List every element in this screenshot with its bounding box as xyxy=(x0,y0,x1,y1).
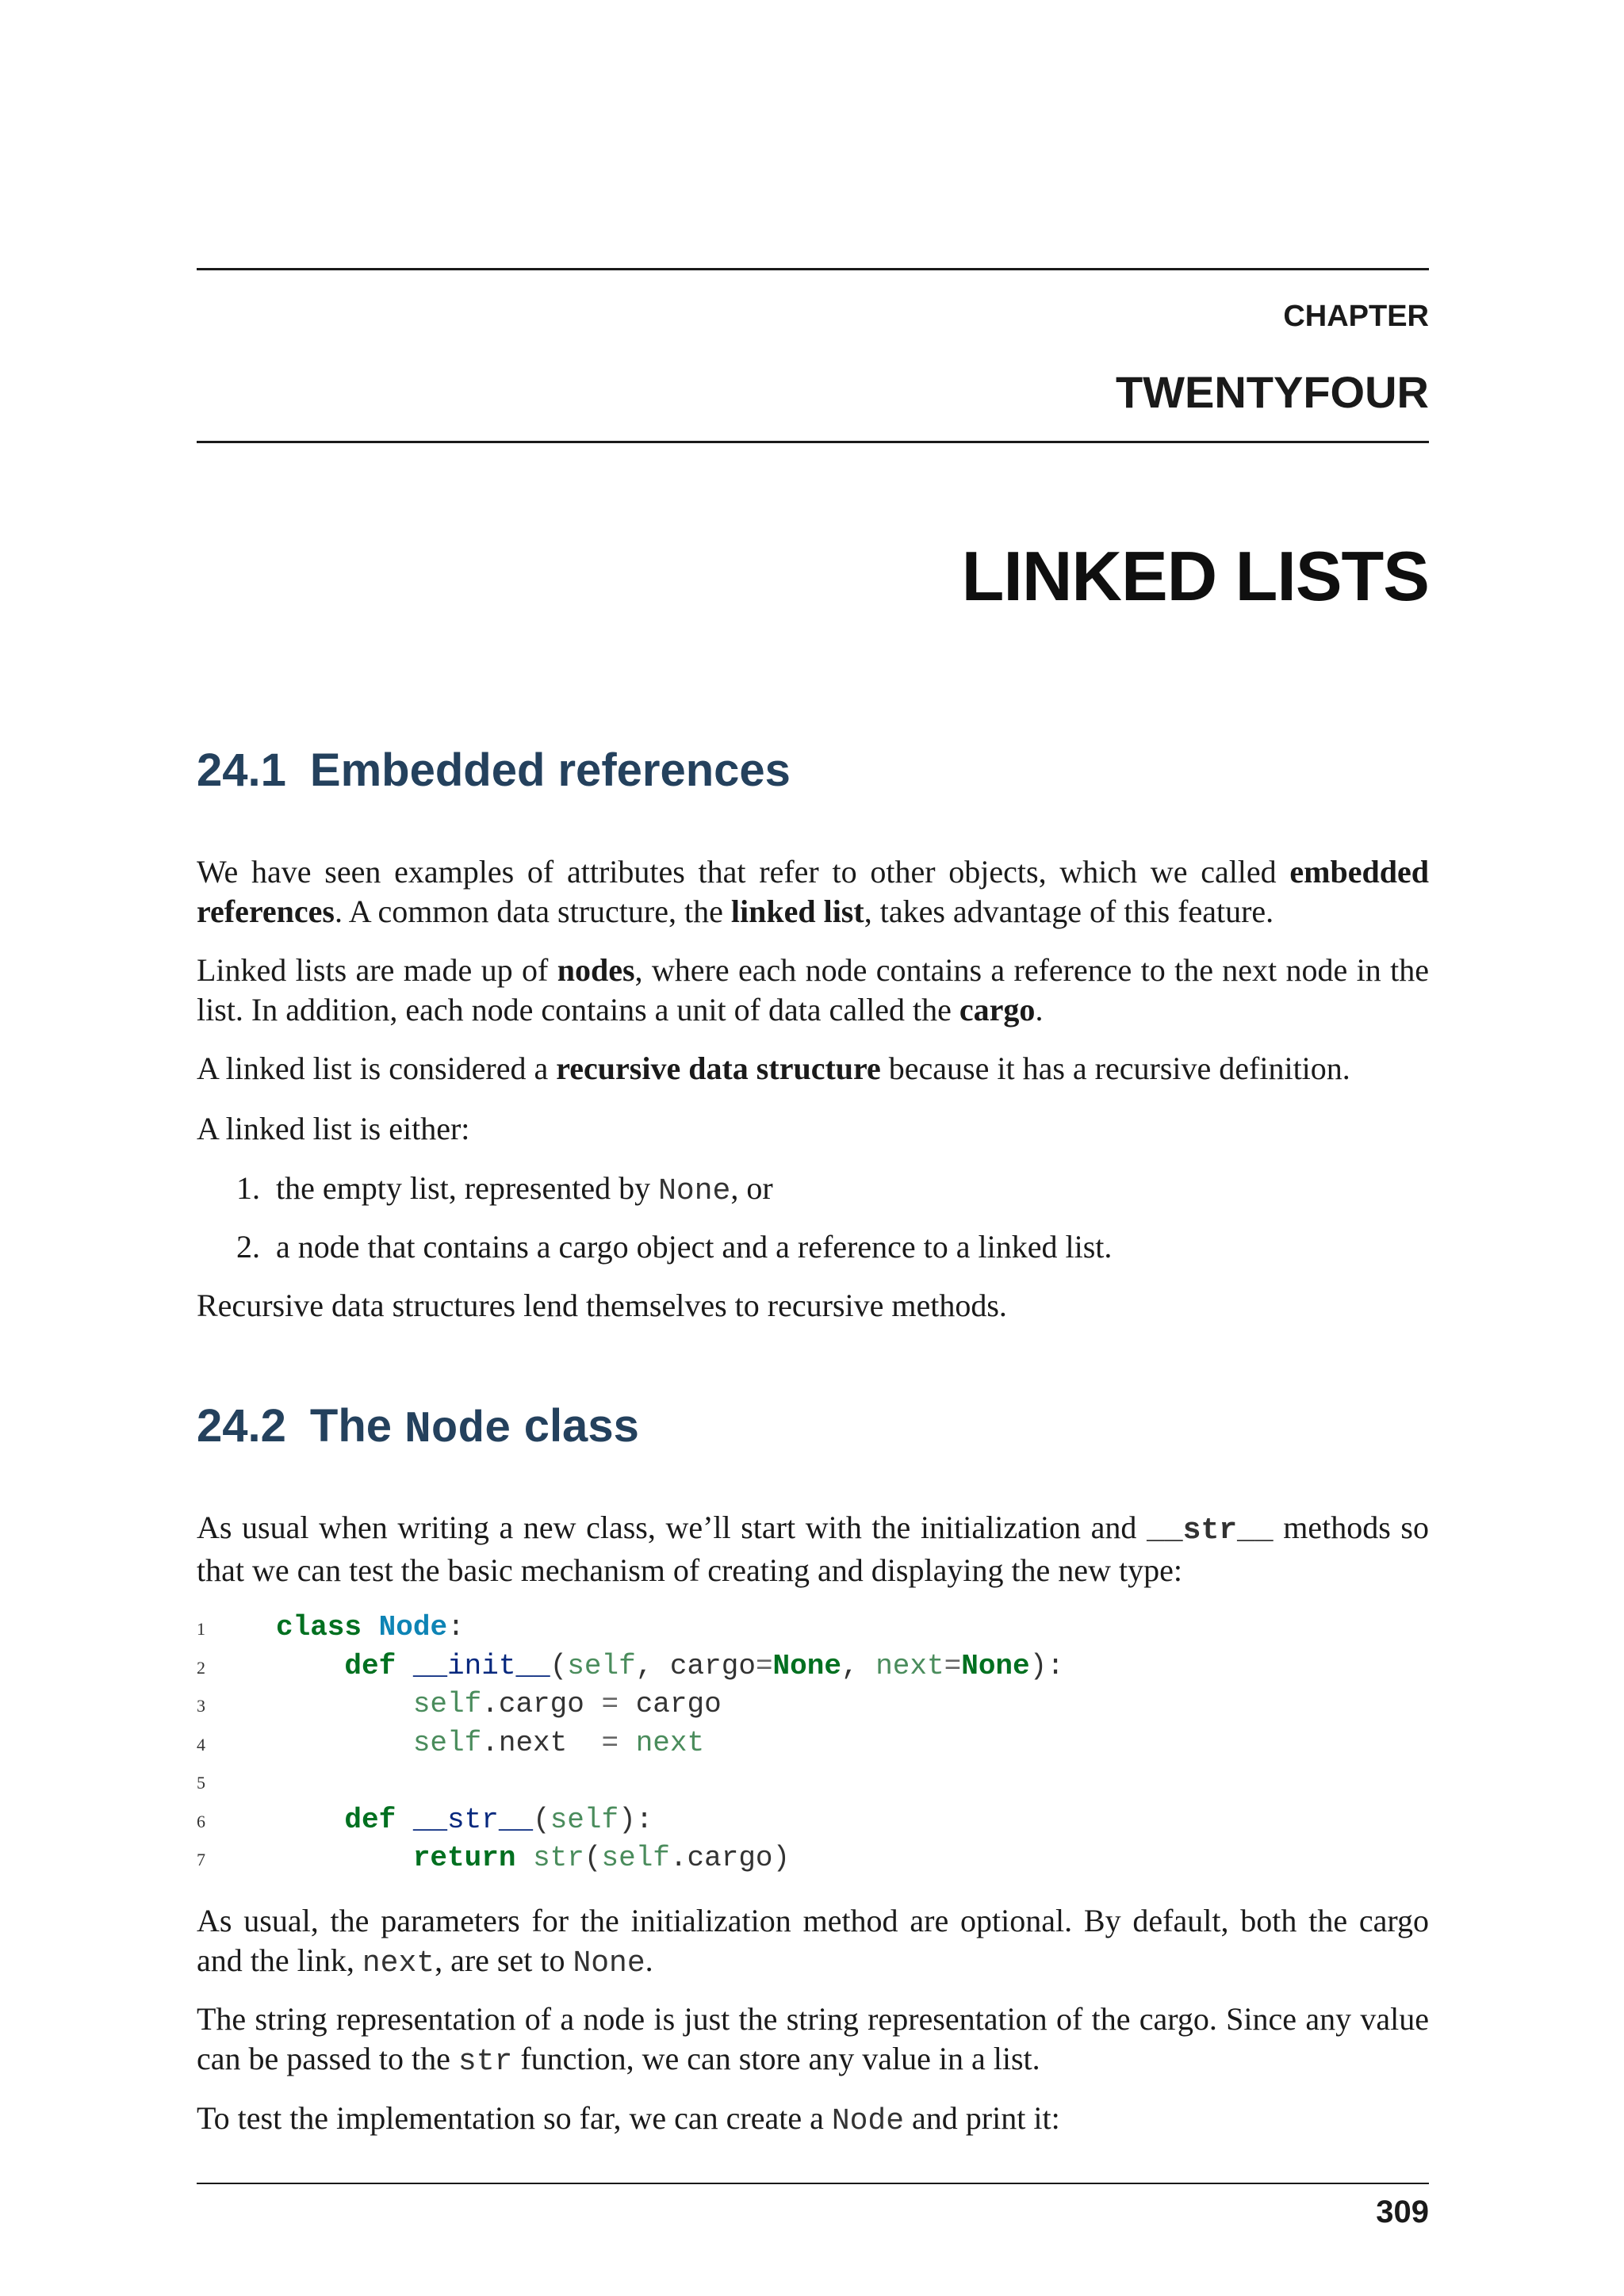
keyword: def xyxy=(344,1803,396,1836)
paragraph: Recursive data structures lend themselves to recursive methods. xyxy=(197,1288,1007,1323)
punctuation: ( xyxy=(550,1649,568,1682)
code-line xyxy=(197,1840,1064,1879)
code-line xyxy=(197,1802,1064,1841)
operator: = xyxy=(601,1726,619,1759)
line-number: 1 xyxy=(197,1619,205,1639)
paragraph xyxy=(197,1049,1429,1089)
list-number: 2. xyxy=(236,1229,260,1265)
inline-code: __str__ xyxy=(1147,1513,1274,1548)
punctuation: ): xyxy=(1029,1649,1064,1682)
keyword: None xyxy=(961,1649,1030,1682)
paragraph xyxy=(197,1508,1429,1590)
inline-code: None xyxy=(658,1174,731,1208)
operator: = xyxy=(601,1688,619,1720)
punctuation: , xyxy=(841,1649,876,1682)
term: recursive data structure xyxy=(556,1050,881,1086)
text: To test the implementation so far, we can create a xyxy=(197,2100,832,2136)
chapter-top-rule xyxy=(197,268,1429,270)
punctuation: ( xyxy=(533,1803,550,1836)
section-title-text: class xyxy=(523,1400,639,1452)
attribute: .cargo) xyxy=(669,1842,791,1874)
punctuation: ): xyxy=(619,1803,653,1836)
section-title-text: Embedded references xyxy=(309,744,791,796)
self-ref: self xyxy=(550,1803,619,1836)
inline-code: None xyxy=(573,1946,645,1980)
text: because it has a recursive definition. xyxy=(880,1050,1350,1086)
section-title-code: Node xyxy=(404,1404,511,1455)
text: , where each node contains a reference to the next node in the list. In addition, each node contains a unit of data called the xyxy=(197,952,1429,1027)
operator: = xyxy=(944,1649,962,1682)
builtin: next xyxy=(619,1726,705,1759)
keyword: def xyxy=(344,1649,396,1682)
text: , or xyxy=(730,1170,773,1206)
paragraph: A linked list is either: xyxy=(197,1111,470,1146)
paragraph xyxy=(197,1901,1429,1984)
text: and print it: xyxy=(904,2100,1060,2136)
self-ref: self xyxy=(412,1726,482,1759)
value: cargo xyxy=(619,1688,722,1720)
page-number: 309 xyxy=(1376,2195,1429,2229)
section-heading-24-1 xyxy=(197,744,791,797)
punctuation: ( xyxy=(584,1842,602,1874)
parameter: , cargo xyxy=(635,1649,756,1682)
function-name: __str__ xyxy=(412,1803,534,1836)
text: the empty list, represented by xyxy=(276,1170,659,1206)
term: cargo xyxy=(959,992,1036,1027)
code-line xyxy=(197,1609,1064,1648)
chapter-label: CHAPTER xyxy=(1283,300,1429,333)
text: . xyxy=(1035,992,1044,1027)
attribute: .cargo xyxy=(481,1688,602,1720)
text: . A common data structure, the xyxy=(334,894,731,929)
text: . xyxy=(645,1942,653,1978)
builtin: str xyxy=(533,1842,584,1874)
attribute: .next xyxy=(481,1726,602,1759)
chapter-number: TWENTYFOUR xyxy=(1115,367,1429,417)
text: function, we can store any value in a list. xyxy=(512,2041,1040,2076)
text: As usual, the parameters for the initialization method are optional. By default, both the cargo and the link, xyxy=(197,1903,1429,1978)
code-line xyxy=(197,1763,1064,1802)
section-number: 24.1 xyxy=(197,744,286,796)
keyword: return xyxy=(412,1842,516,1874)
class-name: Node xyxy=(378,1611,448,1644)
term: nodes xyxy=(557,952,635,988)
list-number: 1. xyxy=(236,1170,260,1206)
builtin: next xyxy=(875,1649,944,1682)
section-title-text: The xyxy=(309,1400,393,1452)
list-item xyxy=(236,1227,1112,1267)
line-number: 5 xyxy=(197,1773,205,1793)
footer-rule xyxy=(197,2183,1429,2184)
text: The string representation of a node is just the string representation of the cargo. Since any value can be passed to the xyxy=(197,2001,1429,2076)
code-line xyxy=(197,1725,1064,1764)
inline-code: Node xyxy=(831,2104,905,2138)
inline-code: next xyxy=(362,1946,435,1980)
line-number: 4 xyxy=(197,1734,205,1755)
paragraph xyxy=(197,1999,1429,2082)
text: As usual when writing a new class, we’ll start with the initialization and xyxy=(197,1510,1147,1545)
text: , are set to xyxy=(435,1942,573,1978)
chapter-title: LINKED LISTS xyxy=(961,537,1429,615)
self-ref: self xyxy=(412,1688,482,1720)
text: Linked lists are made up of xyxy=(197,952,557,988)
line-number: 7 xyxy=(197,1850,205,1869)
text: , takes advantage of this feature. xyxy=(864,894,1274,929)
term: embedded references xyxy=(197,854,1429,929)
chapter-bottom-rule xyxy=(197,441,1429,443)
keyword: None xyxy=(772,1649,841,1682)
paragraph xyxy=(197,951,1429,1030)
self-ref: self xyxy=(601,1842,670,1874)
line-number: 3 xyxy=(197,1696,205,1716)
text: We have seen examples of attributes that refer to other objects, which we called xyxy=(197,854,1290,890)
paragraph xyxy=(197,2099,1429,2141)
line-number: 2 xyxy=(197,1657,205,1678)
text: methods so that we can test the basic mechanism of creating and displaying the new type: xyxy=(197,1510,1429,1588)
code-line xyxy=(197,1648,1064,1687)
keyword: class xyxy=(276,1611,362,1644)
code-line xyxy=(197,1686,1064,1725)
text: A linked list is considered a xyxy=(197,1050,557,1086)
inline-code: str xyxy=(458,2045,513,2079)
term: linked list xyxy=(730,894,864,929)
section-number: 24.2 xyxy=(197,1400,286,1452)
function-name: __init__ xyxy=(412,1649,550,1682)
operator: = xyxy=(755,1649,773,1682)
line-number: 6 xyxy=(197,1811,205,1831)
text: a node that contains a cargo object and a reference to a linked list. xyxy=(276,1229,1113,1265)
list-item xyxy=(236,1169,773,1211)
code-block xyxy=(197,1609,1064,1879)
punctuation: : xyxy=(447,1611,465,1644)
paragraph xyxy=(197,852,1429,932)
section-heading-24-2 xyxy=(197,1399,639,1455)
self-ref: self xyxy=(567,1649,636,1682)
